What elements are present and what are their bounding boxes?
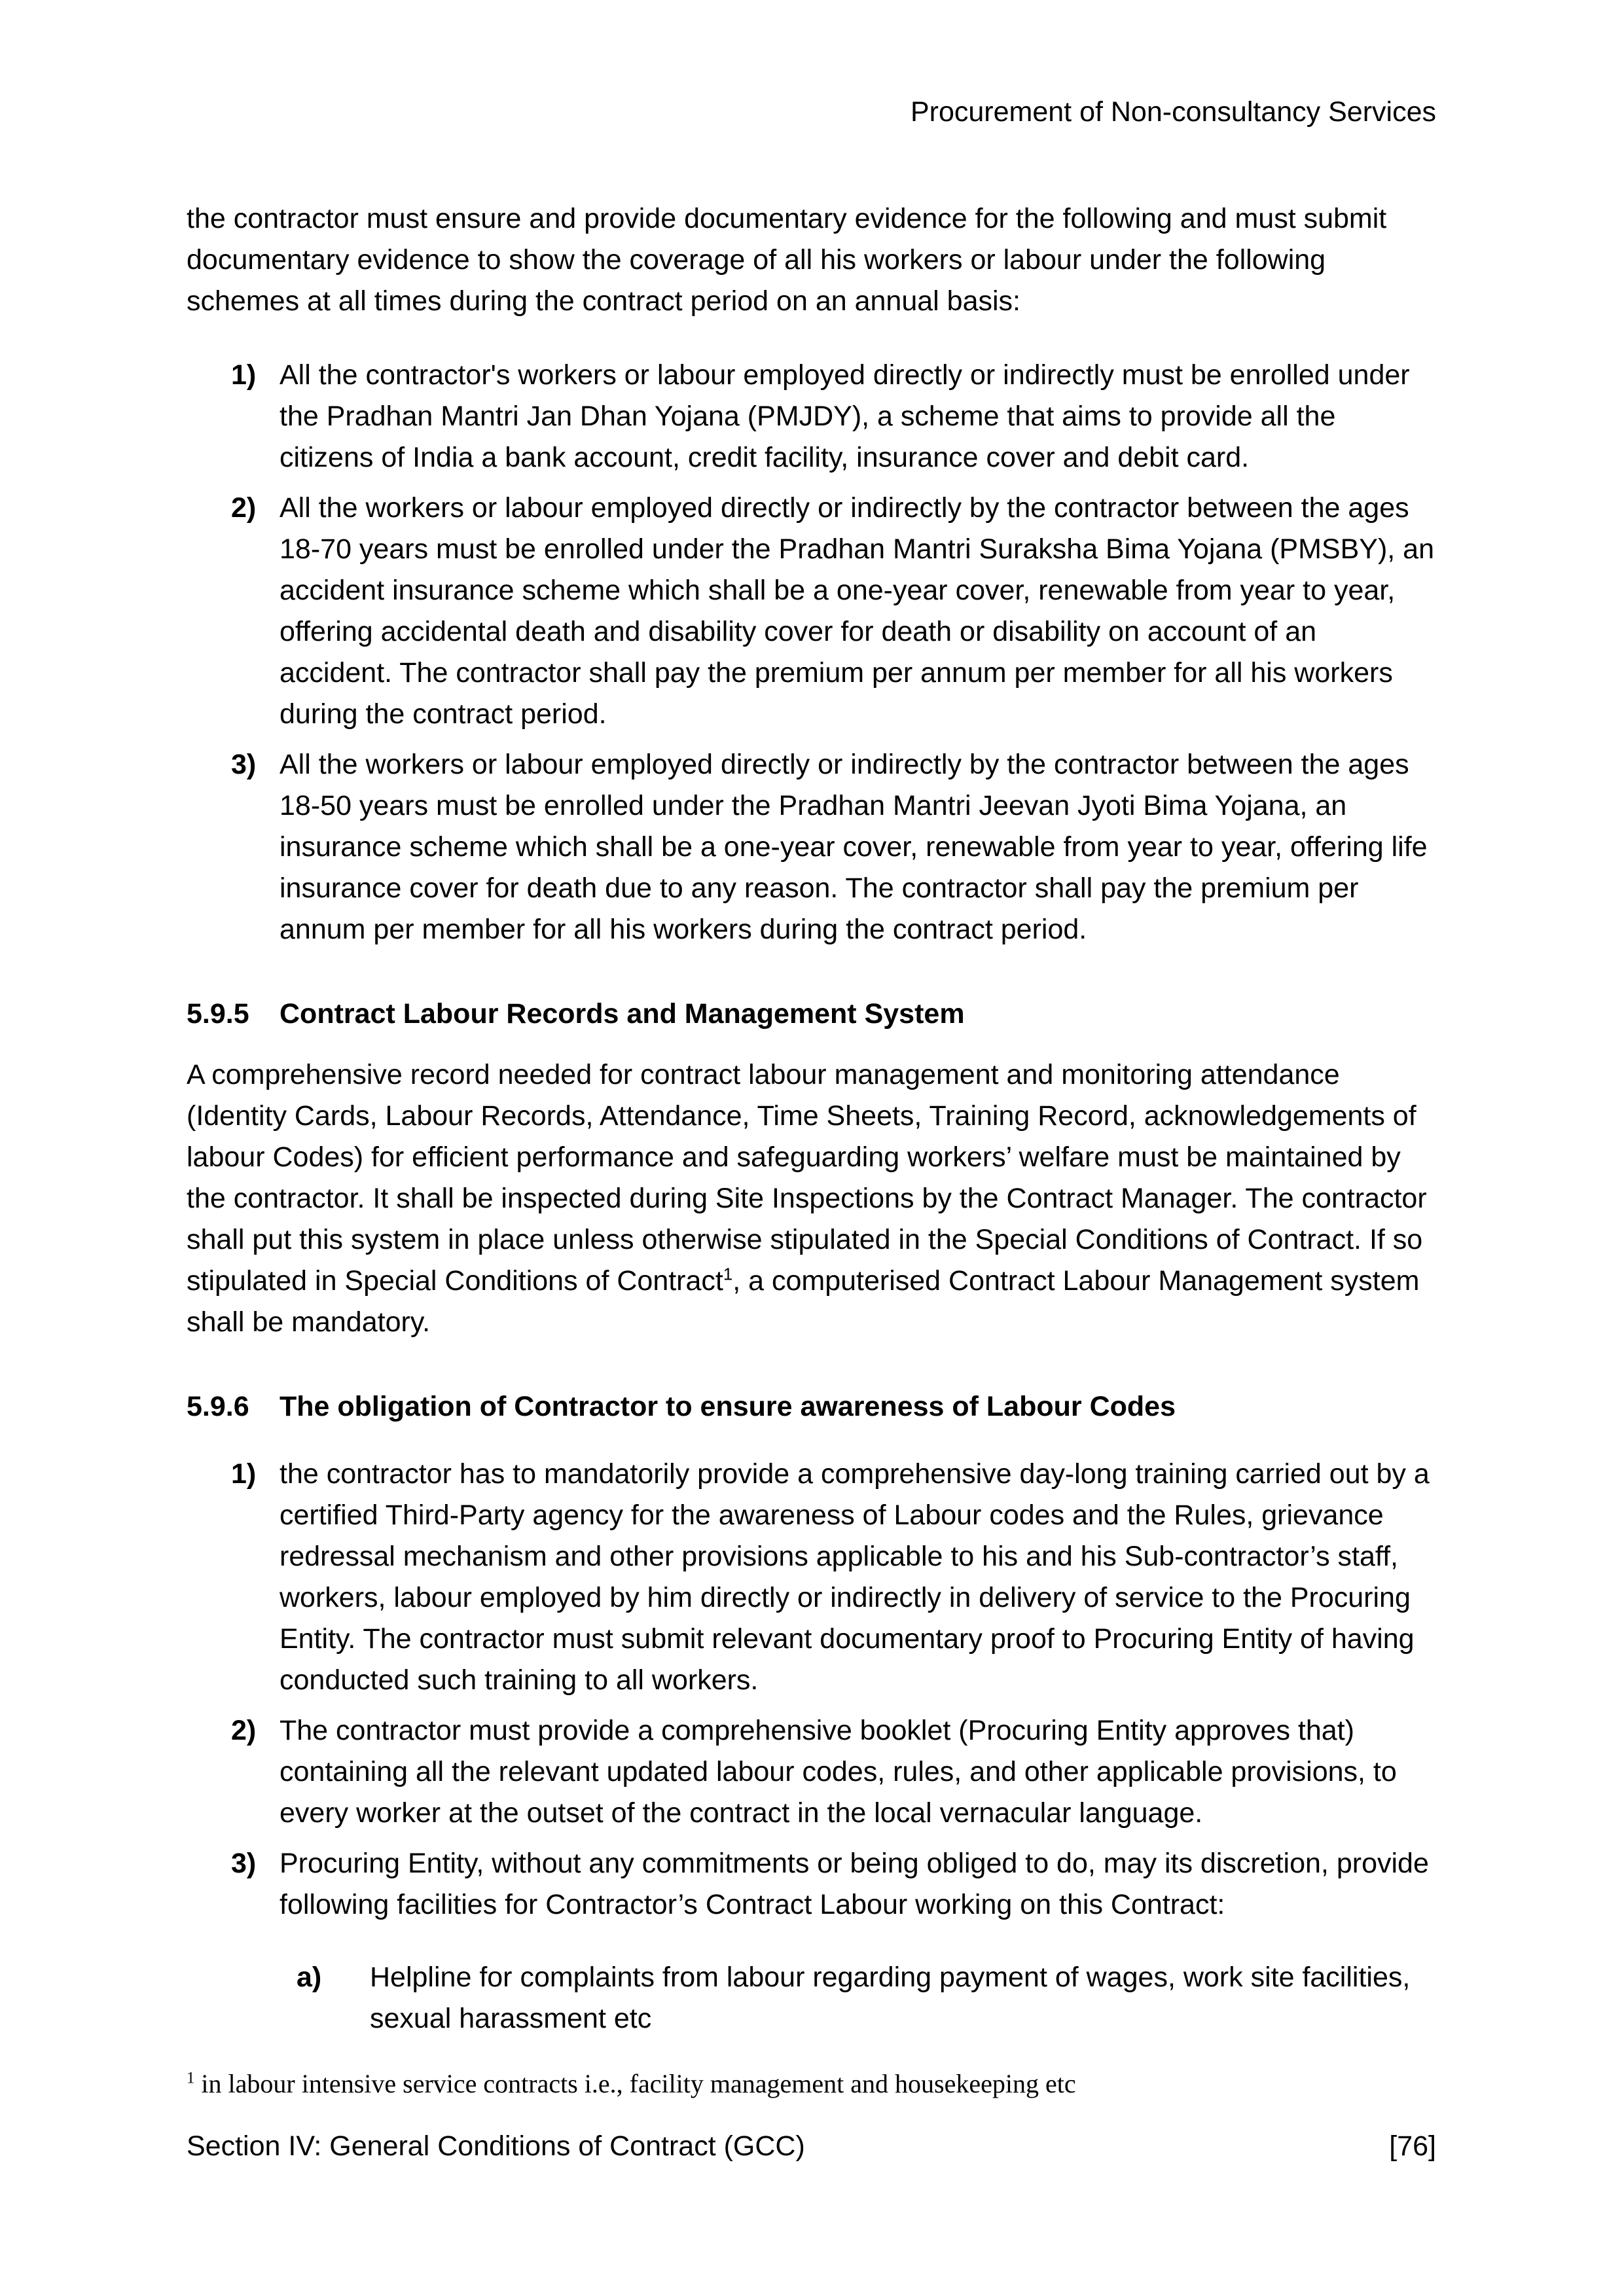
- facilities-sub-list: [187, 1957, 1436, 2039]
- list-item-text: All the workers or labour employed directly or indirectly by the contractor between the ages 18-50 years must be enrolled under the Pradhan Mantri Jeevan Jyoti Bima Yojana, an insurance scheme which shall be a one-year cover, renewable from year to year, offering life insurance cover for death due to any reason. The contractor shall pay the premium per annum per member for all his workers during the contract period.: [280, 749, 1428, 945]
- list-item-number: 3): [231, 749, 257, 780]
- section-5-9-5-paragraph: [187, 1054, 1436, 1343]
- footnote-marker: 1: [187, 2069, 195, 2087]
- paragraph-text: , a computerised Contract Labour Management system shall be mandatory.: [187, 1265, 1420, 1338]
- insurance-scheme-list: [187, 355, 1436, 950]
- list-item-text: the contractor has to mandatorily provide a comprehensive day-long training carried out by a certified Third-Party agency for the awareness of Labour codes and the Rules, grievance redressal mechanism and other provisions applicable to his and his Sub-contractor’s staff, workers, labour employed by him directly or indirectly in delivery of service to the Procuring Entity. The contractor must submit relevant documentary proof to Procuring Entity of having conducted such training to all workers.: [280, 1458, 1430, 1696]
- paragraph-text: A comprehensive record needed for contract labour management and monitoring attendance (Identity Cards, Labour Records, Attendance, Time Sheets, Training Record, acknowledgements of labour Codes) for efficient performance and safeguarding workers’ welfare must be maintained by the contractor. It shall be inspected during Site Inspections by the Contract Manager. The contractor shall put this system in place unless otherwise stipulated in the Special Conditions of Contract. If so stipulated in Special Conditions of Contract: [187, 1059, 1427, 1297]
- list-item-text: All the workers or labour employed directly or indirectly by the contractor between the ages 18-70 years must be enrolled under the Pradhan Mantri Suraksha Bima Yojana (PMSBY), an accident insurance scheme which shall be a one-year cover, renewable from year to year, offering accidental death and disability cover for death or disability on account of an accident. The contractor shall pay the premium per annum per member for all his workers during the contract period.: [280, 492, 1434, 730]
- footer-page-number: [76]: [1389, 2130, 1436, 2162]
- section-heading-5-9-6: [187, 1386, 1436, 1427]
- section-title: The obligation of Contractor to ensure awareness of Labour Codes: [280, 1391, 1176, 1422]
- footnote: [187, 2067, 1436, 2101]
- list-item-number: 3): [231, 1848, 257, 1879]
- section-heading-5-9-5: [187, 994, 1436, 1035]
- list-item: [187, 488, 1436, 735]
- sub-list-item-text: Helpline for complaints from labour regarding payment of wages, work site facilities, sexual harassment etc: [370, 1962, 1411, 2034]
- obligation-list: [187, 1454, 1436, 1926]
- list-item: [187, 355, 1436, 478]
- list-item-text: All the contractor's workers or labour employed directly or indirectly must be enrolled under the Pradhan Mantri Jan Dhan Yojana (PMJDY), a scheme that aims to provide all the citizens of India a bank account, credit facility, insurance cover and debit card.: [280, 359, 1410, 473]
- list-item: [187, 1843, 1436, 1926]
- list-item: [187, 1454, 1436, 1701]
- section-number: 5.9.5: [187, 998, 249, 1030]
- footnote-text: in labour intensive service contracts i.e., facility management and housekeeping etc: [194, 2069, 1076, 2098]
- list-item-text: Procuring Entity, without any commitments or being obliged to do, may its discretion, provide following facilities for Contractor’s Contract Labour working on this Contract:: [280, 1848, 1429, 1920]
- header-title: Procurement of Non-consultancy Services: [910, 96, 1436, 128]
- list-item-number: 1): [231, 1458, 257, 1490]
- list-item-text: The contractor must provide a comprehensive booklet (Procuring Entity approves that) containing all the relevant updated labour codes, rules, and other applicable provisions, to every worker at the outset of the contract in the local vernacular language.: [280, 1715, 1397, 1829]
- section-title: Contract Labour Records and Management System: [280, 998, 965, 1030]
- section-number: 5.9.6: [187, 1391, 249, 1422]
- list-item: [187, 1710, 1436, 1834]
- list-item-number: 2): [231, 492, 257, 524]
- list-item-number: 1): [231, 359, 257, 391]
- footer-section-label: Section IV: General Conditions of Contract (GCC): [187, 2130, 805, 2162]
- list-item: [187, 744, 1436, 950]
- page-footer: [187, 2126, 1436, 2167]
- sub-list-item-letter: a): [297, 1962, 322, 1993]
- list-item-number: 2): [231, 1715, 257, 1746]
- sub-list-item: [187, 1957, 1436, 2039]
- intro-paragraph: the contractor must ensure and provide documentary evidence for the following and must submit documentary evidence to show the coverage of all his workers or labour under the following schemes at all times during the contract period on an annual basis:: [187, 203, 1387, 317]
- footnote-reference: 1: [723, 1265, 733, 1284]
- page-header: [187, 92, 1436, 133]
